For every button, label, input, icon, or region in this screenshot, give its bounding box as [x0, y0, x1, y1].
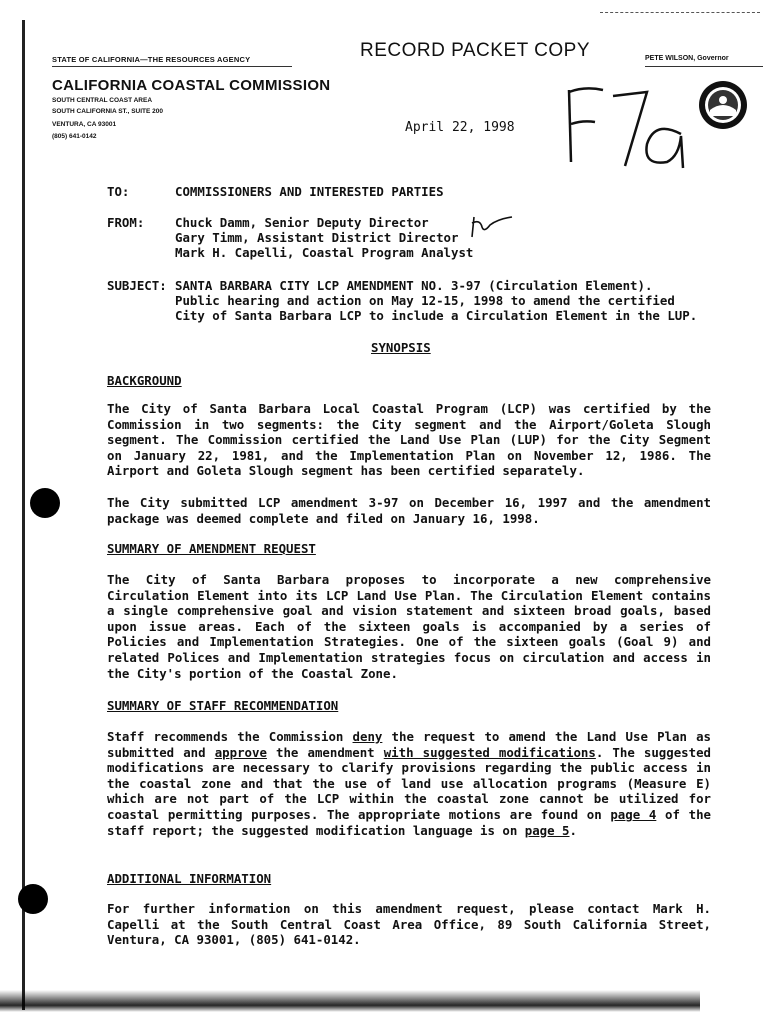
- additional-info-paragraph: For further information on this amendment request, please contact Mark H. Capelli at the South Central Coast Area Office, 89 South California Street, Ventura, CA 93001, (805) 641-0142.: [107, 901, 711, 948]
- state-agency-line: STATE OF CALIFORNIA—THE RESOURCES AGENCY: [52, 55, 251, 64]
- punch-hole: [18, 884, 48, 914]
- from-line: Gary Timm, Assistant District Director: [175, 230, 459, 245]
- subject-line: SANTA BARBARA CITY LCP AMENDMENT NO. 3-97 (Circulation Element).: [175, 278, 653, 293]
- scan-edge: [22, 20, 25, 1010]
- page-5-reference: page 5: [524, 822, 570, 838]
- from-line: Mark H. Capelli, Coastal Program Analyst: [175, 245, 474, 260]
- background-heading: BACKGROUND: [107, 373, 182, 388]
- background-paragraph-2: The City submitted LCP amendment 3-97 on December 16, 1997 and the amendment package was deemed complete and filed on January 16, 1998.: [107, 495, 711, 526]
- deny-term: deny: [352, 729, 383, 744]
- divider: [52, 66, 292, 67]
- page-4-reference: page 4: [610, 806, 657, 822]
- approve-term: approve: [214, 744, 267, 760]
- divider: [645, 66, 763, 67]
- from-label: FROM:: [107, 215, 145, 230]
- modifications-term: with suggested modifications: [383, 744, 596, 760]
- governor-line: PETE WILSON, Governor: [645, 55, 729, 62]
- initials-signature: [468, 213, 518, 243]
- address-line: VENTURA, CA 93001: [52, 121, 117, 128]
- subject-label: SUBJECT:: [107, 278, 167, 293]
- scan-dash: [600, 12, 760, 13]
- summary-heading: SUMMARY OF AMENDMENT REQUEST: [107, 541, 316, 556]
- summary-paragraph: The City of Santa Barbara proposes to incorporate a new comprehensive Circulation Element into its LCP Land Use Plan. The Circulation Element contains a single comprehensive goal and vision statement and sixteen broad goals, based upon issue areas. Each of the sixteen goals is accompanied by a series of Policies and Implementation Strategies. One of the sixteen goals (Goal 9) and related Polices and Implementation strategies focus on circulation and access in the City's portion of the Coastal Zone.: [107, 572, 711, 681]
- address-line: SOUTH CENTRAL COAST AREA: [52, 97, 153, 104]
- from-line: Chuck Damm, Senior Deputy Director: [175, 215, 429, 230]
- address-line: SOUTH CALIFORNIA ST., SUITE 200: [52, 108, 163, 115]
- background-paragraph: The City of Santa Barbara Local Coastal Program (LCP) was certified by the Commission in two segments: the City segment and the Airport/Goleta Slough segment. The Commission certified the Land Use Plan (LUP) for the City Segment on January 22, 1981, and the Implementation Plan on November 12, 1986. The Airport and Goleta Slough segment has been certified separately.: [107, 401, 711, 479]
- staff-recommendation-heading: SUMMARY OF STAFF RECOMMENDATION: [107, 698, 339, 713]
- synopsis-title: SYNOPSIS: [371, 340, 431, 355]
- subject-line: Public hearing and action on May 12-15, 1998 to amend the certified: [175, 293, 675, 308]
- agency-name: CALIFORNIA COASTAL COMMISSION: [52, 77, 331, 94]
- subject-line: City of Santa Barbara LCP to include a Circulation Element in the LUP.: [175, 308, 698, 323]
- record-packet-stamp: RECORD PACKET COPY: [360, 40, 591, 61]
- staff-recommendation-paragraph: Staff recommends the Commission deny the request to amend the Land Use Plan as submitted and approve the amendment with suggested modifications. The suggested modifications are necessary to clarify provisions regarding the public access in the coastal zone and that the use of land use allocation programs (Measure E) which are not part of the LCP within the coastal zone cannot be utilized for coastal permitting purposes. The appropriate motions are found on page 4 of the staff report; the suggested modification language is on page 5.: [107, 729, 712, 838]
- to-value: COMMISSIONERS AND INTERESTED PARTIES: [175, 184, 444, 199]
- to-label: TO:: [107, 184, 130, 199]
- memo-date: April 22, 1998: [405, 120, 515, 135]
- punch-hole: [30, 488, 60, 518]
- item-number-handwritten: [555, 80, 695, 175]
- scan-smear: [0, 990, 700, 1012]
- additional-info-heading: ADDITIONAL INFORMATION: [107, 871, 272, 886]
- address-line: (805) 641-0142: [52, 133, 97, 140]
- state-seal-icon: [698, 80, 748, 130]
